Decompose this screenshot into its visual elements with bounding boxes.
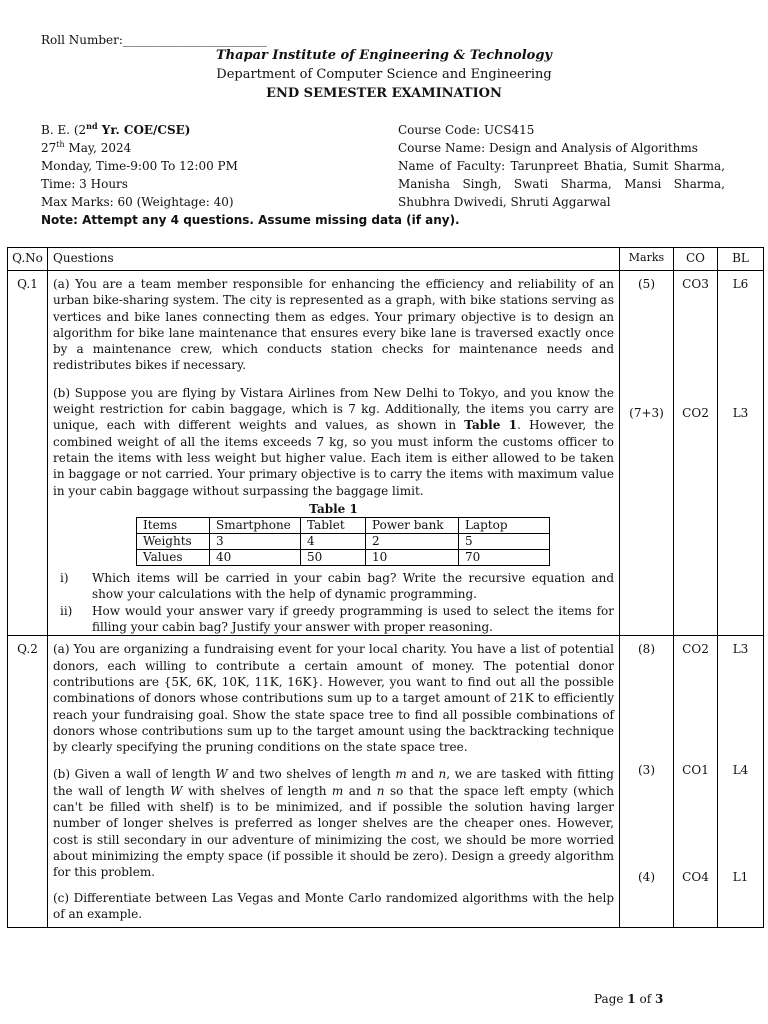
faculty-line-1: Name of Faculty: Tarunpreet Bhatia, Sumit Sharma,: [398, 159, 725, 173]
table-1-title: Table 1: [309, 501, 358, 516]
department-name: Department of Computer Science and Engineering: [216, 67, 552, 82]
table-row: Values 40 50 10 70: [137, 550, 550, 566]
q2c-co: CO4: [682, 870, 709, 885]
max-marks: Max Marks: 60 (Weightage: 40): [41, 195, 234, 209]
question-row-q1: [8, 271, 764, 636]
q1-marks-cell: [620, 271, 674, 636]
header-qno: Q.No: [8, 248, 48, 271]
course-name: Course Name: Design and Analysis of Algorithms: [398, 141, 698, 155]
q1-part-a: (a) You are a team member responsible for enhancing the efficiency and reliability of an urban bike-sharing system. The city is represented as a graph, with bike stations serving as vertices and bike lanes connecting them as edges. Your primary objective is to design an algorithm for bike lane maintenance that ensures every bike lane is traversed exactly once by a maintenance crew, which conducts station checks for maintenance needs and redistributes bikes if necessary.: [53, 277, 614, 373]
course-code: Course Code: UCS415: [398, 123, 535, 137]
list-item: ii) How would your answer vary if greedy programming is used to select the items for filling your cabin bag? Justify your answer with proper reasoning.: [60, 603, 614, 635]
q1-subquestions: [48, 570, 619, 635]
q2b-co: CO1: [682, 763, 709, 778]
q2a-marks: (8): [638, 642, 655, 657]
q2-marks-cell: [620, 636, 674, 928]
table-header-row: [8, 248, 764, 271]
faculty-line-2: Manisha Singh, Swati Sharma, Mansi Sharma,: [398, 177, 725, 191]
institute-name: Thapar Institute of Engineering & Technology: [216, 48, 552, 63]
q2-part-a: (a) You are organizing a fundraising event for your local charity. You have a list of potential donors, each willing to contribute a certain amount of money. The potential donor contributions are {5K, 6K, 10K, 11K, 16K}. However, you want to find out all the possible combinations of donors whose contributions sum up to a target amount of 21K to efficiently reach your fundraising goal. Show the state space tree to find all possible combinations of donors whose contributions sum up to the target amount using the backtracking technique by clearly specifying the pruning conditions on the state space tree.: [53, 642, 614, 755]
q2c-marks: (4): [638, 870, 655, 885]
q1-co-cell: [674, 271, 718, 636]
faculty-line-3: Shubhra Dwivedi, Shruti Aggarwal: [398, 195, 611, 209]
q1a-co: CO3: [682, 277, 709, 291]
exam-title: END SEMESTER EXAMINATION: [266, 86, 502, 101]
q1-part-b: (b) Suppose you are flying by Vistara Airlines from New Delhi to Tokyo, and you know the weight restriction for cabin baggage, which is 7 kg. Additionally, the items you carry are unique, each with different weights and values, as shown in Table 1. However, the combined weight of all the items exceeds 7 kg, so you must inform the customs officer to retain the items with less weight but higher value. Each item is either allowed to be taken in baggage or not carried. Your primary objective is to carry the items with maximum value in your cabin baggage without surpassing the baggage limit.: [53, 385, 614, 498]
exam-date: 27th May, 2024: [41, 140, 132, 155]
q2-part-c: (c) Differentiate between Las Vegas and Monte Carlo randomized algorithms with the help of an example.: [53, 890, 614, 921]
roll-number-line: Roll Number:________________________: [41, 33, 267, 47]
q2b-bl: L4: [732, 763, 749, 778]
questions-table: [7, 247, 764, 928]
header-questions: Questions: [48, 248, 620, 271]
q1-content: [48, 271, 620, 636]
header-marks: Marks: [620, 248, 674, 271]
q1-bl-cell: [718, 271, 764, 636]
degree-line: B. E. (2nd Yr. COE/CSE): [41, 121, 191, 137]
q1-label: Q.1: [8, 271, 48, 636]
q2b-marks: (3): [638, 763, 655, 778]
q2-bl-cell: [718, 636, 764, 928]
q2-co-cell: [674, 636, 718, 928]
exam-day-time: Monday, Time-9:00 To 12:00 PM: [41, 159, 238, 173]
q2-label: Q.2: [8, 636, 48, 928]
list-item: i) Which items will be carried in your cabin bag? Write the recursive equation and show your calculations with the help of dynamic programming.: [60, 571, 614, 602]
header-co: CO: [674, 248, 718, 271]
q2-part-b: (b) Given a wall of length W and two shelves of length m and n, we are tasked with fitting the wall of length W with shelves of length m and n so that the space left empty (which can't be filled with shelf) is to be minimized, and if possible the solution having larger number of longer shelves is preferred as longer shelves are the cheaper ones. However, cost is still secondary in our adventure of minimizing the cost, we should be more worried about minimizing the empty space (if possible it should be zero). Design a greedy algorithm for this problem.: [53, 767, 615, 880]
exam-duration: Time: 3 Hours: [41, 177, 128, 191]
exam-note: Note: Attempt any 4 questions. Assume missing data (if any).: [41, 213, 460, 227]
q2a-co: CO2: [682, 642, 709, 657]
page-footer: Page 1 of 3: [594, 992, 664, 1006]
q2c-bl: L1: [732, 870, 749, 885]
q1b-bl: L3: [732, 406, 749, 420]
question-row-q2: [8, 636, 764, 928]
q1a-marks: (5): [638, 277, 655, 291]
table-row: Items Smartphone Tablet Power bank Laptop: [137, 518, 550, 534]
q1a-bl: L6: [732, 277, 749, 291]
q2-content: [48, 636, 620, 928]
q1b-co: CO2: [682, 406, 709, 420]
q2a-bl: L3: [732, 642, 749, 657]
q1b-marks: (7+3): [629, 406, 664, 420]
table-row: Weights 3 4 2 5: [137, 534, 550, 550]
table-1: [136, 517, 550, 566]
header-bl: BL: [718, 248, 764, 271]
